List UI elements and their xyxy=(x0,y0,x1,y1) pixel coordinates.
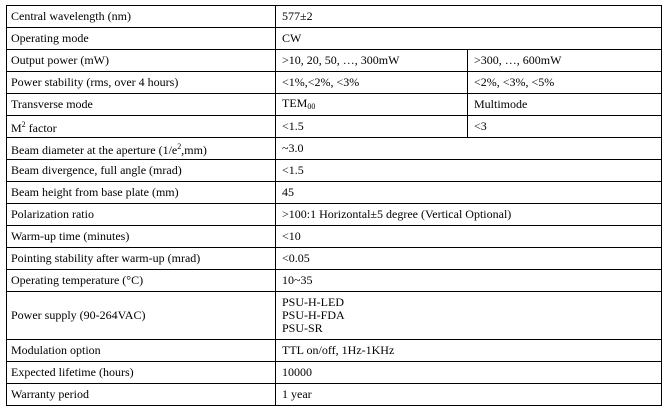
param-superscript: 2 xyxy=(21,120,26,129)
value-cell: ~3.0 xyxy=(276,138,662,160)
value-cell-a: <1.5 xyxy=(276,116,468,138)
value-cell-b: <3 xyxy=(468,116,662,138)
param-cell xyxy=(7,116,276,138)
table-row xyxy=(7,6,662,28)
value-cell-b: >300, …, 600mW xyxy=(468,50,662,72)
param-cell: Beam height from base plate (mm) xyxy=(7,182,276,204)
param-label: Beam diameter at the aperture (1/e xyxy=(11,143,178,157)
value-cell-a: >10, 20, 50, …, 300mW xyxy=(276,50,468,72)
value-cell: 1 year xyxy=(276,384,662,406)
psu-option: PSU-H-FDA xyxy=(282,308,345,322)
table-row xyxy=(7,384,662,406)
param-label: M xyxy=(11,121,22,135)
table-row xyxy=(7,226,662,248)
value-cell: CW xyxy=(276,28,662,50)
value-cell xyxy=(276,292,662,340)
table-row xyxy=(7,138,662,160)
table-row xyxy=(7,204,662,226)
value-cell: 10000 xyxy=(276,362,662,384)
table-row xyxy=(7,116,662,138)
tem-label: TEM xyxy=(282,95,308,110)
table-row xyxy=(7,160,662,182)
param-cell: Modulation option xyxy=(7,340,276,362)
param-cell: Power supply (90-264VAC) xyxy=(7,292,276,340)
value-cell: TTL on/off, 1Hz-1KHz xyxy=(276,340,662,362)
param-suffix: factor xyxy=(25,121,57,135)
value-cell: 577±2 xyxy=(276,6,662,28)
value-cell: <10 xyxy=(276,226,662,248)
param-cell: Pointing stability after warm-up (mrad) xyxy=(7,248,276,270)
value-cell-a: <1%,<2%, <3% xyxy=(276,72,468,94)
table-row xyxy=(7,248,662,270)
value-cell: >100:1 Horizontal±5 degree (Vertical Optional) xyxy=(276,204,662,226)
value-cell: <1.5 xyxy=(276,160,662,182)
param-cell: Expected lifetime (hours) xyxy=(7,362,276,384)
param-suffix: ,mm) xyxy=(181,143,207,157)
table-row xyxy=(7,270,662,292)
param-cell: Operating mode xyxy=(7,28,276,50)
param-cell: Polarization ratio xyxy=(7,204,276,226)
value-cell: 45 xyxy=(276,182,662,204)
param-cell: Warm-up time (minutes) xyxy=(7,226,276,248)
value-cell-b: <2%, <3%, <5% xyxy=(468,72,662,94)
param-cell: Power stability (rms, over 4 hours) xyxy=(7,72,276,94)
table-row xyxy=(7,50,662,72)
value-cell-a xyxy=(276,94,468,116)
table-row xyxy=(7,362,662,384)
value-cell: <0.05 xyxy=(276,248,662,270)
param-cell: Transverse mode xyxy=(7,94,276,116)
table-row xyxy=(7,72,662,94)
table-row xyxy=(7,28,662,50)
param-cell: Beam divergence, full angle (mrad) xyxy=(7,160,276,182)
tem-subscript: 00 xyxy=(307,101,316,111)
table-row xyxy=(7,340,662,362)
psu-option: PSU-H-LED xyxy=(282,295,344,309)
param-cell: Operating temperature (°C) xyxy=(7,270,276,292)
param-cell: Central wavelength (nm) xyxy=(7,6,276,28)
table-row xyxy=(7,292,662,340)
value-cell: 10~35 xyxy=(276,270,662,292)
param-superscript: 2 xyxy=(177,142,182,151)
param-cell xyxy=(7,138,276,160)
table-row xyxy=(7,182,662,204)
psu-option: PSU-SR xyxy=(282,321,323,335)
specification-table xyxy=(6,5,662,406)
param-cell: Warranty period xyxy=(7,384,276,406)
value-cell-b: Multimode xyxy=(468,94,662,116)
param-cell: Output power (mW) xyxy=(7,50,276,72)
table-row xyxy=(7,94,662,116)
